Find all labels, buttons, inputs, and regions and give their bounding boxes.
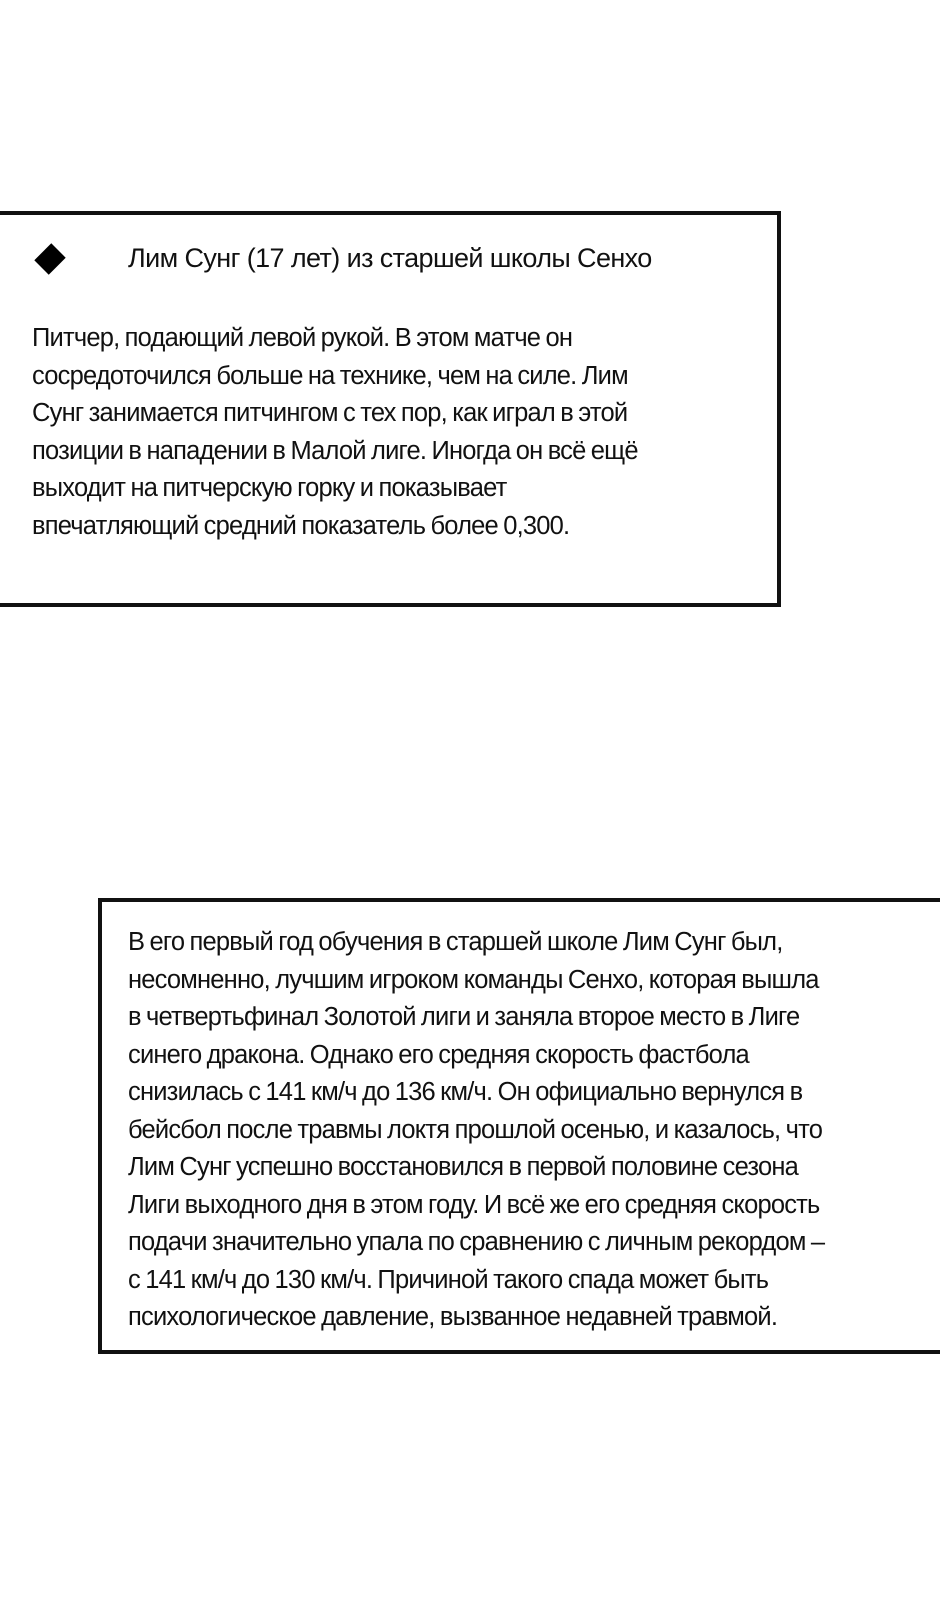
text-line: Питчер, подающий левой рукой. В этом матче он [32,324,573,352]
text-line: В его первый год обучения в старшей школе Лим Сунг был, [128,928,783,956]
text-line: подачи значительно упала по сравнению с личным рекордом – [128,1228,825,1256]
text-line: позиции в нападении в Малой лиге. Иногда он всё ещё [32,436,638,465]
text-line: в четвертьфинал Золотой лиги и заняла второе место в Лиге [128,1003,800,1031]
text-line: Лиги выходного дня в этом году. И всё же его средняя скорость [128,1190,820,1219]
text-line: Лим Сунг успешно восстановился в первой половине сезона [128,1153,799,1181]
profile-heading [30,243,652,274]
player-history-box [98,898,940,1354]
text-line: психологическое давление, вызванное недавней травмой. [128,1303,778,1331]
profile-heading-text: Лим Сунг (17 лет) из старшей школы Сенхо [128,243,652,273]
text-line: сосредоточился больше на технике, чем на силе. Лим [32,361,628,390]
text-line: с 141 км/ч до 130 км/ч. Причиной такого спада может быть [128,1265,769,1294]
text-line: выходит на питчерскую горку и показывает [32,474,507,502]
text-line: синего дракона. Однако его средняя скорость фастбола [128,1040,749,1069]
text-line: бейсбол после травмы локтя прошлой осенью, и казалось, что [128,1115,823,1144]
text-line: впечатляющий средний показатель более 0,300. [32,511,570,540]
text-line: снизилась с 141 км/ч до 136 км/ч. Он официально вернулся в [128,1078,803,1106]
history-description [128,924,918,1337]
profile-description [32,320,752,545]
text-line: несомненно, лучшим игроком команды Сенхо, которая вышла [128,965,819,994]
diamond-icon [34,243,65,274]
player-profile-box [0,211,781,607]
text-line: Сунг занимается питчингом с тех пор, как играл в этой [32,399,628,427]
